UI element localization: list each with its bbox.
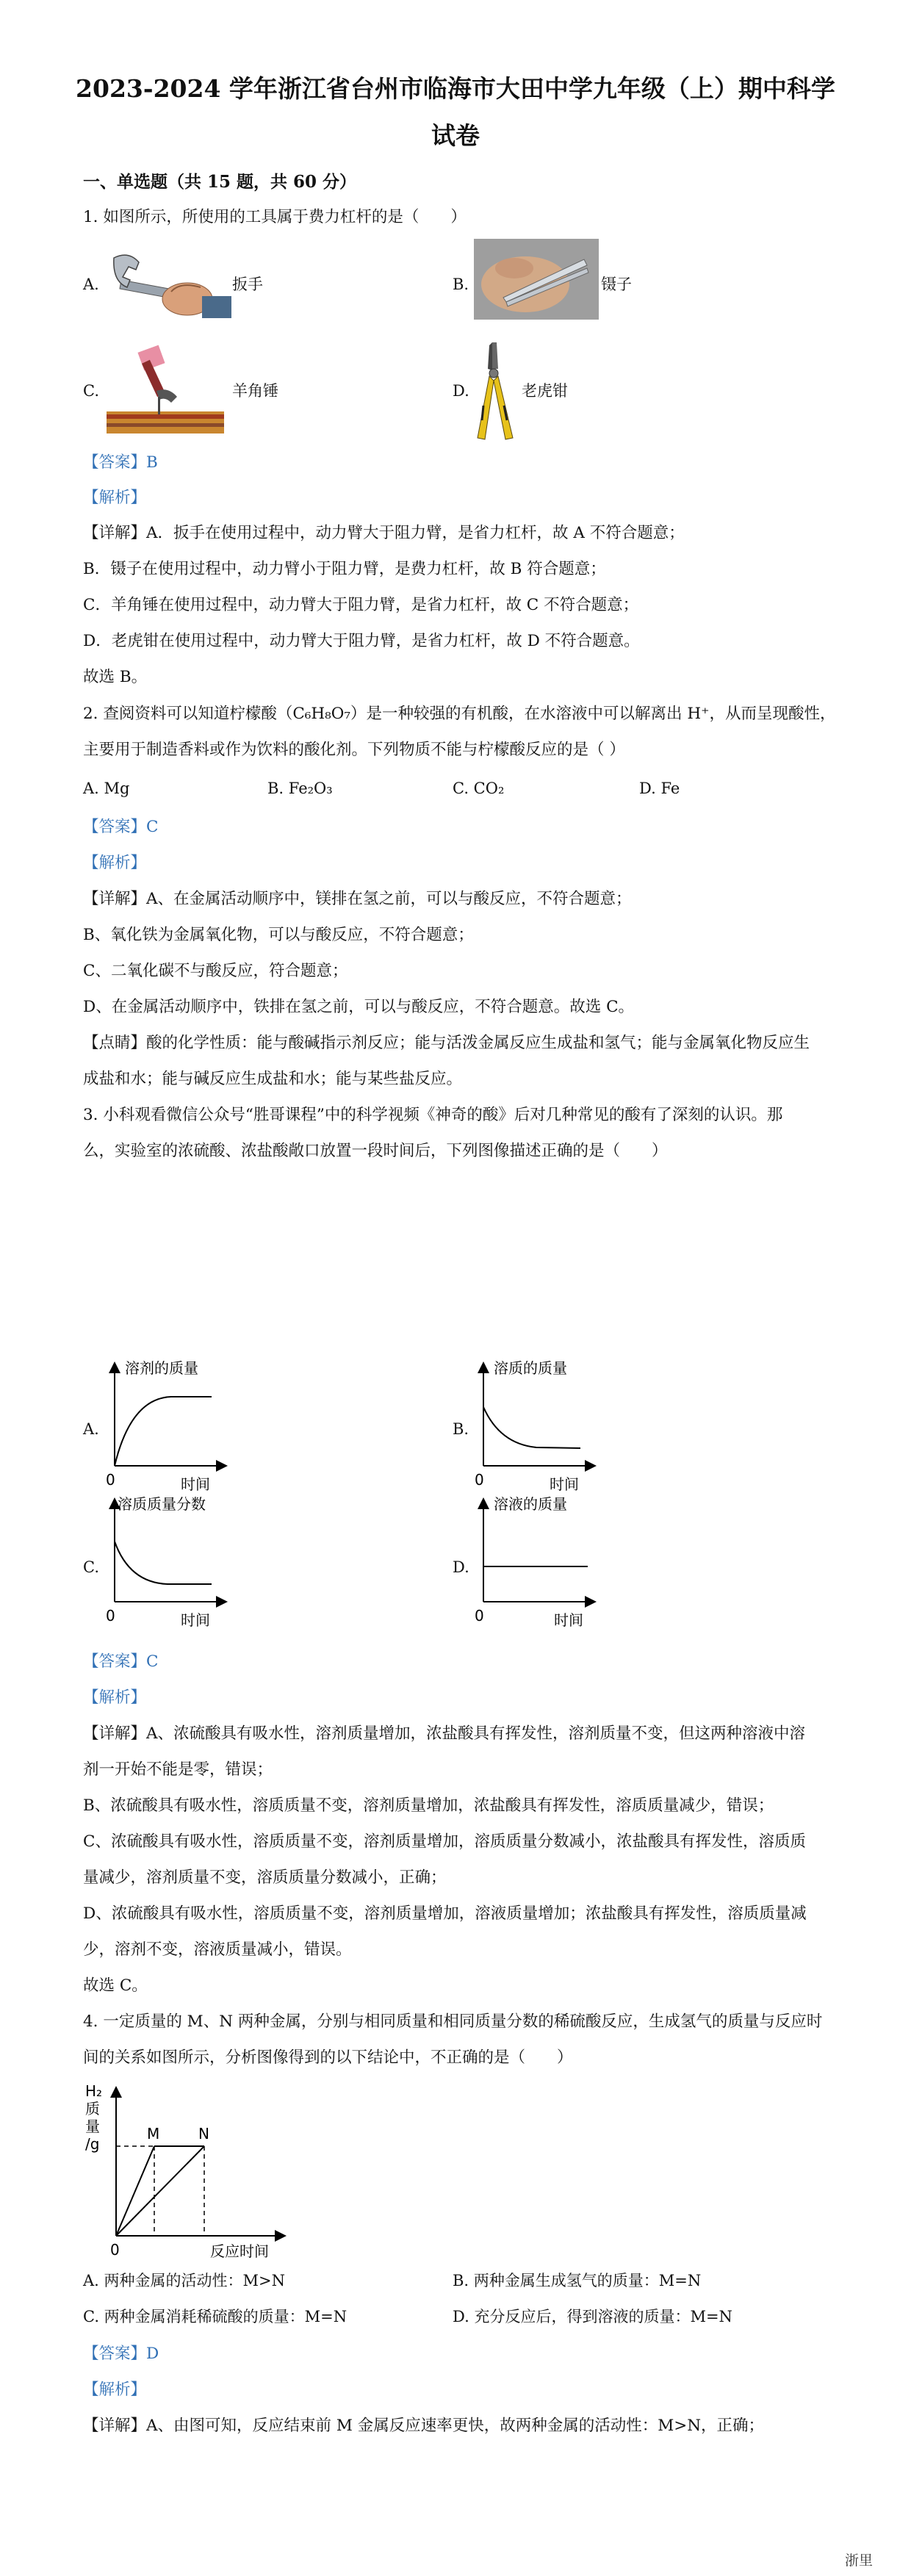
q3-graph-d xyxy=(470,1492,647,1631)
q3-detail-line: 【详解】A、浓硫酸具有吸水性，溶剂质量增加，浓盐酸具有挥发性，溶剂质量不变，但这两种溶液中溶 xyxy=(83,1724,806,1743)
q3-stem: 3. 小科观看微信公众号“胜哥课程”中的科学视频《神奇的酸》后对几种常见的酸有了深刻的认识。那 xyxy=(83,1106,783,1124)
q2-detail-line: 【详解】A、在金属活动顺序中，镁排在氢之前，可以与酸反应，不符合题意； xyxy=(83,890,632,908)
q1-option-b-name: 镊子 xyxy=(601,276,632,293)
q3-graph-c xyxy=(101,1492,278,1631)
q3-detail-line: B、浓硫酸具有吸水性，溶质质量不变，溶剂质量增加，浓盐酸具有挥发性，溶质质量减少，错误； xyxy=(83,1796,774,1815)
q4-option-b: B. 两种金属生成氢气的质量：M=N xyxy=(453,2272,702,2289)
y-label: /g xyxy=(85,2135,100,2153)
curve xyxy=(115,1397,212,1466)
origin-label: 0 xyxy=(110,2241,120,2259)
q1-option-c-letter: C. xyxy=(83,382,99,400)
q3-option-a-letter: A. xyxy=(83,1420,99,1438)
corner-text: 浙里 xyxy=(844,2552,873,2569)
q2-stem: 2. 查阅资料可以知道柠檬酸（C₆H₈O₇）是一种较强的有机酸，在水溶液中可以解离出 H⁺，从而呈现酸性， xyxy=(83,705,836,723)
pliers-image xyxy=(470,339,522,445)
x-label: 反应时间 xyxy=(210,2242,269,2259)
n-label: N xyxy=(198,2125,209,2143)
q3-answer: 【答案】C xyxy=(83,1652,159,1671)
q1-analysis-label: 【解析】 xyxy=(83,489,147,507)
q3-graph-a xyxy=(101,1356,278,1495)
q2-tip-line: 【点睛】酸的化学性质：能与酸碱指示剂反应；能与活泼金属反应生成盐和氢气；能与金属氧化物反应生 xyxy=(83,1034,810,1052)
q4-stem: 4. 一定质量的 M、N 两种金属，分别与相同质量和相同质量分数的稀硫酸反应，生成氢气的质量与反应时 xyxy=(83,2012,823,2031)
curve xyxy=(483,1407,580,1448)
q2-analysis-label: 【解析】 xyxy=(83,854,147,872)
q4-option-d: D. 充分反应后，得到溶液的质量：M=N xyxy=(453,2308,732,2325)
q3-detail-line: 剂一开始不能是零，错误； xyxy=(83,1760,273,1779)
q1-option-d-letter: D. xyxy=(453,382,469,400)
q1-detail-line: C．羊角锤在使用过程中，动力臂大于阻力臂，是省力杠杆，故 C 不符合题意； xyxy=(83,596,639,614)
q3-detail-line: 少，溶剂不变，溶液质量减小，错误。 xyxy=(83,1940,352,1959)
q2-answer: 【答案】C xyxy=(83,818,159,836)
q4-answer: 【答案】D xyxy=(83,2345,159,2363)
q3-graph-b xyxy=(470,1356,647,1495)
q2-tip-line: 成盐和水；能与碱反应生成盐和水；能与某些盐反应。 xyxy=(83,1070,463,1088)
y-label: 溶质质量分数 xyxy=(118,1495,206,1513)
q1-detail-line: B．镊子在使用过程中，动力臂小于阻力臂，是费力杠杆，故 B 符合题意； xyxy=(83,560,606,578)
q3-detail-line: D、浓硫酸具有吸水性，溶质质量不变，溶剂质量增加，溶液质量增加；浓盐酸具有挥发性，溶质质量减 xyxy=(83,1904,807,1923)
q1-detail-line: 故选 B。 xyxy=(83,668,148,686)
q1-option-a-letter: A. xyxy=(83,276,99,293)
q1-answer: 【答案】B xyxy=(83,453,158,472)
q4-detail-line: 【详解】A、由图可知，反应结束前 M 金属反应速率更快，故两种金属的活动性：M>N，正确； xyxy=(83,2417,765,2435)
q2-detail-line: C、二氧化碳不与酸反应，符合题意； xyxy=(83,962,348,980)
q4-stem: 间的关系如图所示，分析图像得到的以下结论中，不正确的是（ ） xyxy=(83,2048,573,2067)
y-label: 溶液的质量 xyxy=(494,1495,567,1513)
q4-analysis-label: 【解析】 xyxy=(83,2381,147,2399)
x-label: 时间 xyxy=(554,1611,583,1629)
q2-option-d: D. Fe xyxy=(639,780,680,797)
q2-detail-line: D、在金属活动顺序中，铁排在氢之前，可以与酸反应，不符合题意。故选 C。 xyxy=(83,998,635,1016)
curve xyxy=(115,1541,212,1584)
q2-option-c: C. CO₂ xyxy=(453,780,505,797)
q3-detail-line: 故选 C。 xyxy=(83,1976,148,1995)
doc-title-line1: 2023-2024 学年浙江省台州市临海市大田中学九年级（上）期中科学 xyxy=(76,74,835,103)
x-label: 时间 xyxy=(181,1611,210,1629)
wrench-image xyxy=(107,245,231,328)
tweezers-image xyxy=(474,239,599,323)
q3-detail-line: C、浓硫酸具有吸水性，溶质质量不变，溶剂质量增加，溶质质量分数减小，浓盐酸具有挥发性，溶质质 xyxy=(83,1832,806,1851)
section-heading: 一、单选题（共 15 题，共 60 分） xyxy=(83,172,357,192)
q3-analysis-label: 【解析】 xyxy=(83,1688,147,1707)
origin-label: 0 xyxy=(106,1471,115,1489)
origin-label: 0 xyxy=(106,1607,115,1625)
q4-graph xyxy=(81,2076,301,2259)
q2-option-b: B. Fe₂O₃ xyxy=(267,780,333,797)
q3-option-b-letter: B. xyxy=(453,1420,469,1438)
x-label: 时间 xyxy=(181,1475,210,1493)
q1-detail-line: D．老虎钳在使用过程中，动力臂大于阻力臂，是省力杠杆，故 D 不符合题意。 xyxy=(83,632,640,650)
q2-detail-line: B、氧化铁为金属氧化物，可以与酸反应，不符合题意； xyxy=(83,926,474,944)
q3-stem: 么，实验室的浓硫酸、浓盐酸敞口放置一段时间后，下列图像描述正确的是（ ） xyxy=(83,1142,668,1160)
q1-stem: 1. 如图所示，所使用的工具属于费力杠杆的是（ ） xyxy=(83,208,467,226)
origin-label: 0 xyxy=(475,1607,484,1625)
m-line xyxy=(116,2146,154,2236)
y-label: 量 xyxy=(85,2118,100,2135)
q1-detail-line: 【详解】A．扳手在使用过程中，动力臂大于阻力臂，是省力杠杆，故 A 不符合题意； xyxy=(83,524,685,542)
y-label: H₂ xyxy=(85,2082,103,2100)
x-label: 时间 xyxy=(550,1475,579,1493)
doc-title-line2: 试卷 xyxy=(431,121,480,150)
q3-option-c-letter: C. xyxy=(83,1558,99,1576)
q1-option-a-name: 扳手 xyxy=(232,276,263,293)
q4-option-c: C. 两种金属消耗稀硫酸的质量：M=N xyxy=(83,2308,348,2325)
q1-option-c-name: 羊角锤 xyxy=(232,382,278,400)
q1-option-b-letter: B. xyxy=(453,276,469,293)
q1-option-d-name: 老虎钳 xyxy=(522,382,568,400)
q2-stem: 主要用于制造香料或作为饮料的酸化剂。下列物质不能与柠檬酸反应的是（ ） xyxy=(83,741,625,759)
q2-option-a: A. Mg xyxy=(83,780,130,797)
q3-detail-line: 量减少，溶剂质量不变，溶质质量分数减小，正确； xyxy=(83,1868,447,1887)
q3-option-d-letter: D. xyxy=(453,1558,469,1576)
m-label: M xyxy=(147,2125,160,2143)
y-label: 溶质的质量 xyxy=(494,1359,567,1377)
y-label: 质 xyxy=(85,2100,100,2118)
q4-option-a: A. 两种金属的活动性：M>N xyxy=(83,2272,285,2289)
n-line xyxy=(116,2146,204,2236)
claw-hammer-image xyxy=(107,338,231,436)
y-label: 溶剂的质量 xyxy=(125,1359,198,1377)
origin-label: 0 xyxy=(475,1471,484,1489)
